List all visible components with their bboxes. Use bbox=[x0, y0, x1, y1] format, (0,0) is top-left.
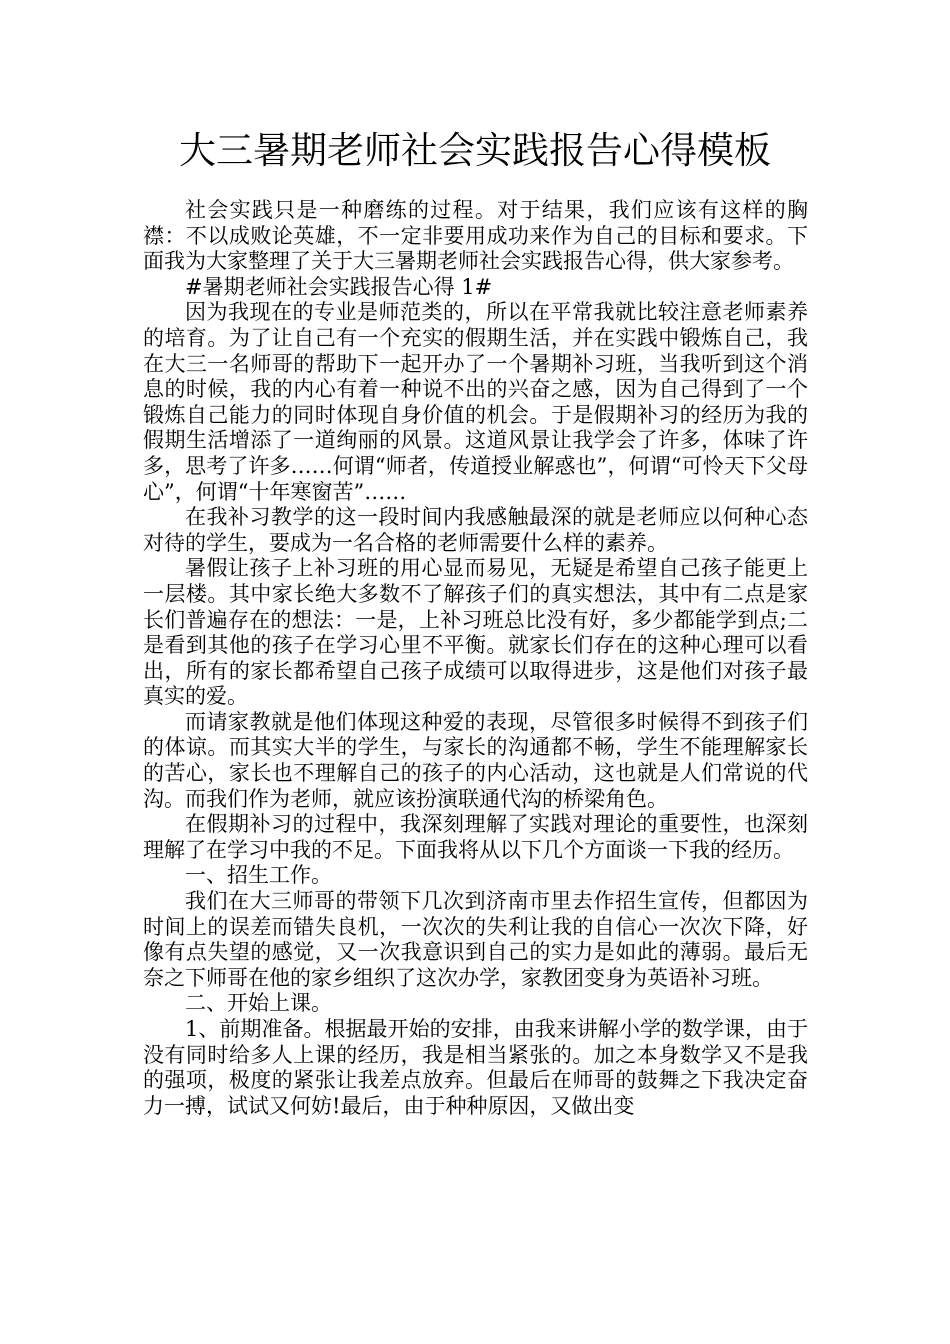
paragraph-heading-enrollment: 一、招生工作。 bbox=[185, 863, 332, 888]
document-body bbox=[143, 198, 808, 1119]
paragraph: 暑假让孩子上补习班的用心显而易见，无疑是希望自己孩子能更上一层楼。其中家长绝大多数不了解孩子们的真实想法，其中有二点是家长们普遍存在的想法：一是，上补习班总比没有好，多少都能学到点;二是看到其他的孩子在学习心里不平衡。就家长们存在的这种心理可以看出，所有的家长都希望自己孩子成绩可以取得进步，这是他们对孩子最真实的爱。 bbox=[143, 556, 808, 709]
paragraph-intro: 社会实践只是一种磨练的过程。对于结果，我们应该有这样的胸襟：不以成败论英雄，不一定非要用成功来作为自己的目标和要求。下面我为大家整理了关于大三暑期老师社会实践报告心得，供大家参考。 bbox=[143, 198, 808, 274]
document-title: 大三暑期老师社会实践报告心得模板 bbox=[179, 129, 771, 172]
paragraph: 而请家教就是他们体现这种爱的表现，尽管很多时候得不到孩子们的体谅。而其实大半的学生，与家长的沟通都不畅，学生不能理解家长的苦心，家长也不理解自己的孩子的内心活动，这也就是人们常说的代沟。而我们作为老师，就应该扮演联通代沟的桥梁角色。 bbox=[143, 709, 808, 811]
paragraph: 在我补习教学的这一段时间内我感触最深的就是老师应以何种心态对待的学生，要成为一名合格的老师需要什么样的素养。 bbox=[143, 505, 808, 555]
paragraph: 我们在大三师哥的带领下几次到济南市里去作招生宣传，但都因为时间上的误差而错失良机，一次次的失利让我的自信心一次次下降，好像有点失望的感觉，又一次我意识到自己的实力是如此的薄弱。最后无奈之下师哥在他的家乡组织了这次办学，家教团变身为英语补习班。 bbox=[143, 889, 808, 990]
paragraph-section-heading-1: #暑期老师社会实践报告心得 1# bbox=[185, 274, 493, 299]
paragraph: 因为我现在的专业是师范类的，所以在平常我就比较注意老师素养的培育。为了让自己有一个充实的假期生活，并在实践中锻炼自己，我在大三一名师哥的帮助下一起开办了一个暑期补习班，当我听到这个消息的时候，我的内心有着一种说不出的兴奋之感，因为自己得到了一个锻炼自己能力的同时体现自身价值的机会。于是假期补习的经历为我的假期生活增添了一道绚丽的风景。这道风景让我学会了许多，体味了许多，思考了许多……何谓“师者，传道授业解惑也”，何谓“可怜天下父母心”，何谓“十年寒窗苦”…… bbox=[143, 300, 808, 504]
paragraph-heading-classes: 二、开始上课。 bbox=[185, 991, 332, 1016]
paragraph: 在假期补习的过程中，我深刻理解了实践对理论的重要性，也深刻理解了在学习中我的不足。下面我将从以下几个方面谈一下我的经历。 bbox=[143, 812, 808, 862]
paragraph: 1、前期准备。根据最开始的安排，由我来讲解小学的数学课，由于没有同时给多人上课的经历，我是相当紧张的。加之本身数学又不是我的强项，极度的紧张让我差点放弃。但最后在师哥的鼓舞之下我决定奋力一搏，试试又何妨!最后，由于种种原因，又做出变 bbox=[143, 1017, 808, 1118]
